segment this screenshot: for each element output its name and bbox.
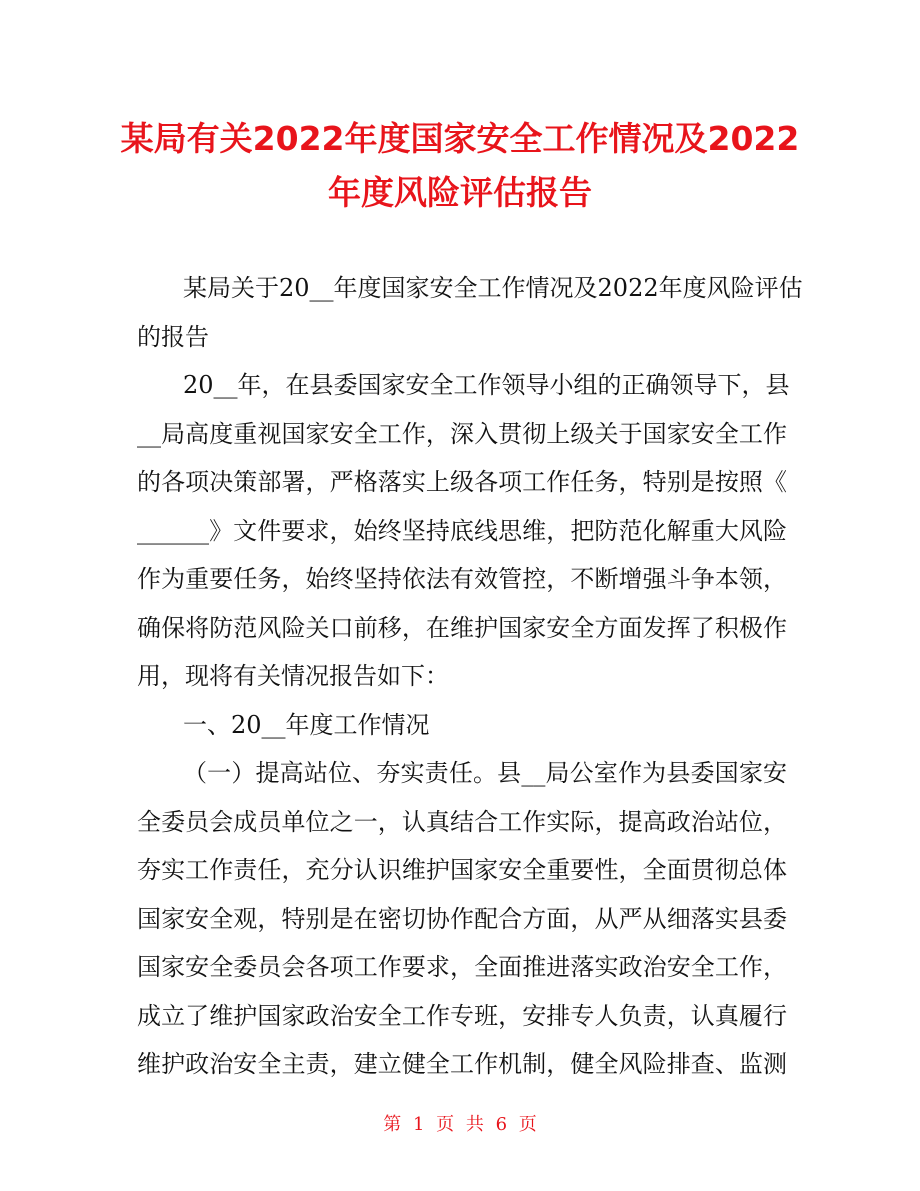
body-line: 的报告 bbox=[137, 322, 209, 351]
body-line: 夯实工作责任，充分认识维护国家安全重要性，全面贯彻总体 bbox=[137, 856, 787, 884]
body-line: 维护政治安全主责，建立健全工作机制，健全风险排查、监测 bbox=[137, 1050, 787, 1078]
title-line-1: 某局有关2022年度国家安全工作情况及2022 bbox=[120, 119, 800, 158]
body-line: （一）提高站位、夯实责任。县__局公室作为县委国家安 bbox=[183, 759, 787, 787]
document-body bbox=[137, 264, 803, 1089]
section-heading: 一、20__年度工作情况 bbox=[183, 710, 430, 739]
page-number-footer: 第 1 页 共 6 页 bbox=[383, 1114, 537, 1135]
body-line: 成立了维护国家政治安全工作专班，安排专人负责，认真履行 bbox=[137, 1001, 787, 1030]
body-line: __局高度重视国家安全工作，深入贯彻上级关于国家安全工作 bbox=[137, 419, 787, 448]
body-line: 国家安全观，特别是在密切协作配合方面，从严从细落实县委 bbox=[137, 904, 787, 933]
body-line: 作为重要任务，始终坚持依法有效管控，不断增强斗争本领， bbox=[137, 565, 787, 593]
body-line: 用，现将有关情况报告如下： bbox=[137, 662, 449, 690]
title-line-2: 年度风险评估报告 bbox=[328, 173, 592, 212]
body-line: 全委员会成员单位之一，认真结合工作实际，提高政治站位， bbox=[137, 807, 787, 836]
body-line: 20__年，在县委国家安全工作领导小组的正确领导下，县 bbox=[183, 371, 790, 399]
body-line: 某局关于20__年度国家安全工作情况及2022年度风险评估 bbox=[183, 274, 803, 302]
document-title bbox=[100, 112, 820, 220]
body-line: 的各项决策部署，严格落实上级各项工作任务，特别是按照《 bbox=[137, 468, 787, 496]
body-line: 国家安全委员会各项工作要求，全面推进落实政治安全工作， bbox=[137, 953, 787, 981]
body-line: 确保将防范风险关口前移，在维护国家安全方面发挥了积极作 bbox=[137, 613, 787, 642]
body-line: ______》文件要求，始终坚持底线思维，把防范化解重大风险 bbox=[137, 516, 787, 545]
